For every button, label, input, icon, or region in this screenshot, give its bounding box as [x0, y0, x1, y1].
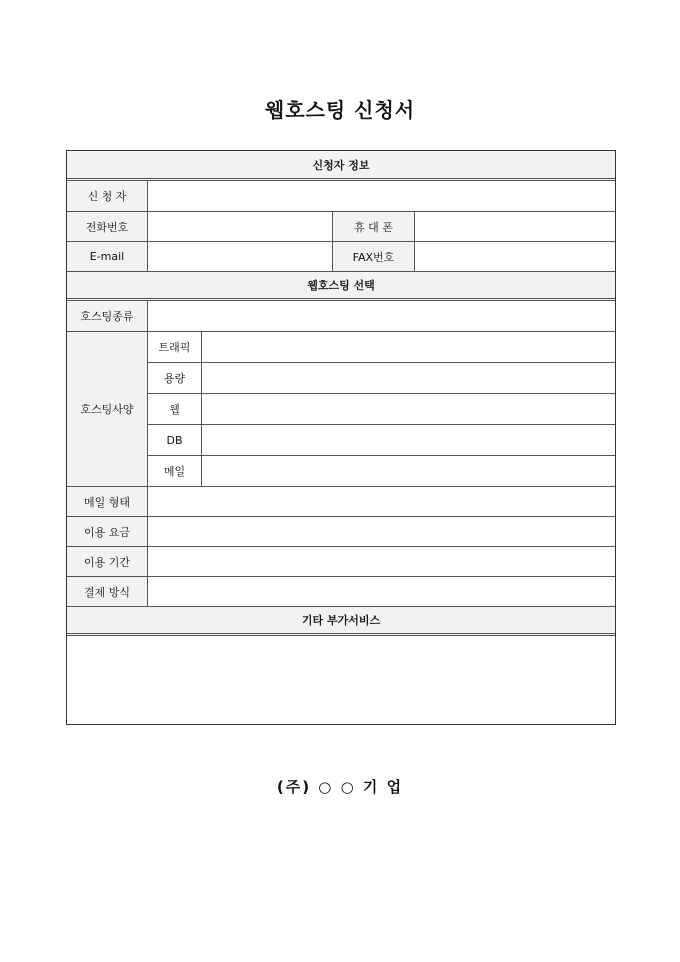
applicant-section-header: 신청자 정보	[67, 151, 615, 181]
spec-label-capacity: 용량	[148, 363, 202, 393]
hosting-type-row	[67, 301, 615, 331]
spec-field-web[interactable]	[202, 394, 615, 424]
spec-field-db[interactable]	[202, 425, 615, 455]
email-field[interactable]	[148, 242, 333, 271]
hosting-section-header: 웹호스팅 선택	[67, 271, 615, 301]
hosting-type-label: 호스팅종류	[67, 301, 148, 331]
spec-row-db	[148, 424, 615, 455]
spec-field-mail[interactable]	[202, 456, 615, 486]
spec-field-capacity[interactable]	[202, 363, 615, 393]
hosting-spec-block	[67, 331, 615, 486]
phone-label: 전화번호	[67, 212, 148, 241]
mobile-field[interactable]	[415, 212, 615, 241]
phone-field[interactable]	[148, 212, 333, 241]
payment-row	[67, 576, 615, 606]
spec-label-mail: 메일	[148, 456, 202, 486]
email-row	[67, 241, 615, 271]
fax-field[interactable]	[415, 242, 615, 271]
fee-row	[67, 516, 615, 546]
email-label: E-mail	[67, 242, 148, 271]
mail-type-field[interactable]	[148, 487, 615, 516]
period-row	[67, 546, 615, 576]
spec-row-mail	[148, 455, 615, 486]
hosting-spec-rows	[148, 332, 615, 486]
extra-section-header: 기타 부가서비스	[67, 606, 615, 636]
hosting-spec-label: 호스팅사양	[67, 332, 148, 486]
applicant-row	[67, 181, 615, 211]
period-label: 이용 기간	[67, 547, 148, 576]
payment-label: 결제 방식	[67, 577, 148, 606]
mail-type-row	[67, 486, 615, 516]
application-form	[66, 150, 616, 725]
period-field[interactable]	[148, 547, 615, 576]
spec-row-traffic	[148, 332, 615, 362]
spec-field-traffic[interactable]	[202, 332, 615, 362]
hosting-type-field[interactable]	[148, 301, 615, 331]
mobile-label: 휴 대 폰	[333, 212, 415, 241]
spec-label-web: 웹	[148, 394, 202, 424]
spec-label-traffic: 트래픽	[148, 332, 202, 362]
fee-label: 이용 요금	[67, 517, 148, 546]
payment-field[interactable]	[148, 577, 615, 606]
fax-label: FAX번호	[333, 242, 415, 271]
applicant-field[interactable]	[148, 181, 615, 211]
company-name: (주) ○ ○ 기 업	[276, 778, 404, 796]
extra-services-field[interactable]	[67, 636, 615, 724]
mail-type-label: 메일 형태	[67, 487, 148, 516]
applicant-label: 신 청 자	[67, 181, 148, 211]
document-title: 웹호스팅 신청서	[264, 98, 416, 122]
spec-row-web	[148, 393, 615, 424]
phone-row	[67, 211, 615, 241]
spec-label-db: DB	[148, 425, 202, 455]
fee-field[interactable]	[148, 517, 615, 546]
spec-row-capacity	[148, 362, 615, 393]
